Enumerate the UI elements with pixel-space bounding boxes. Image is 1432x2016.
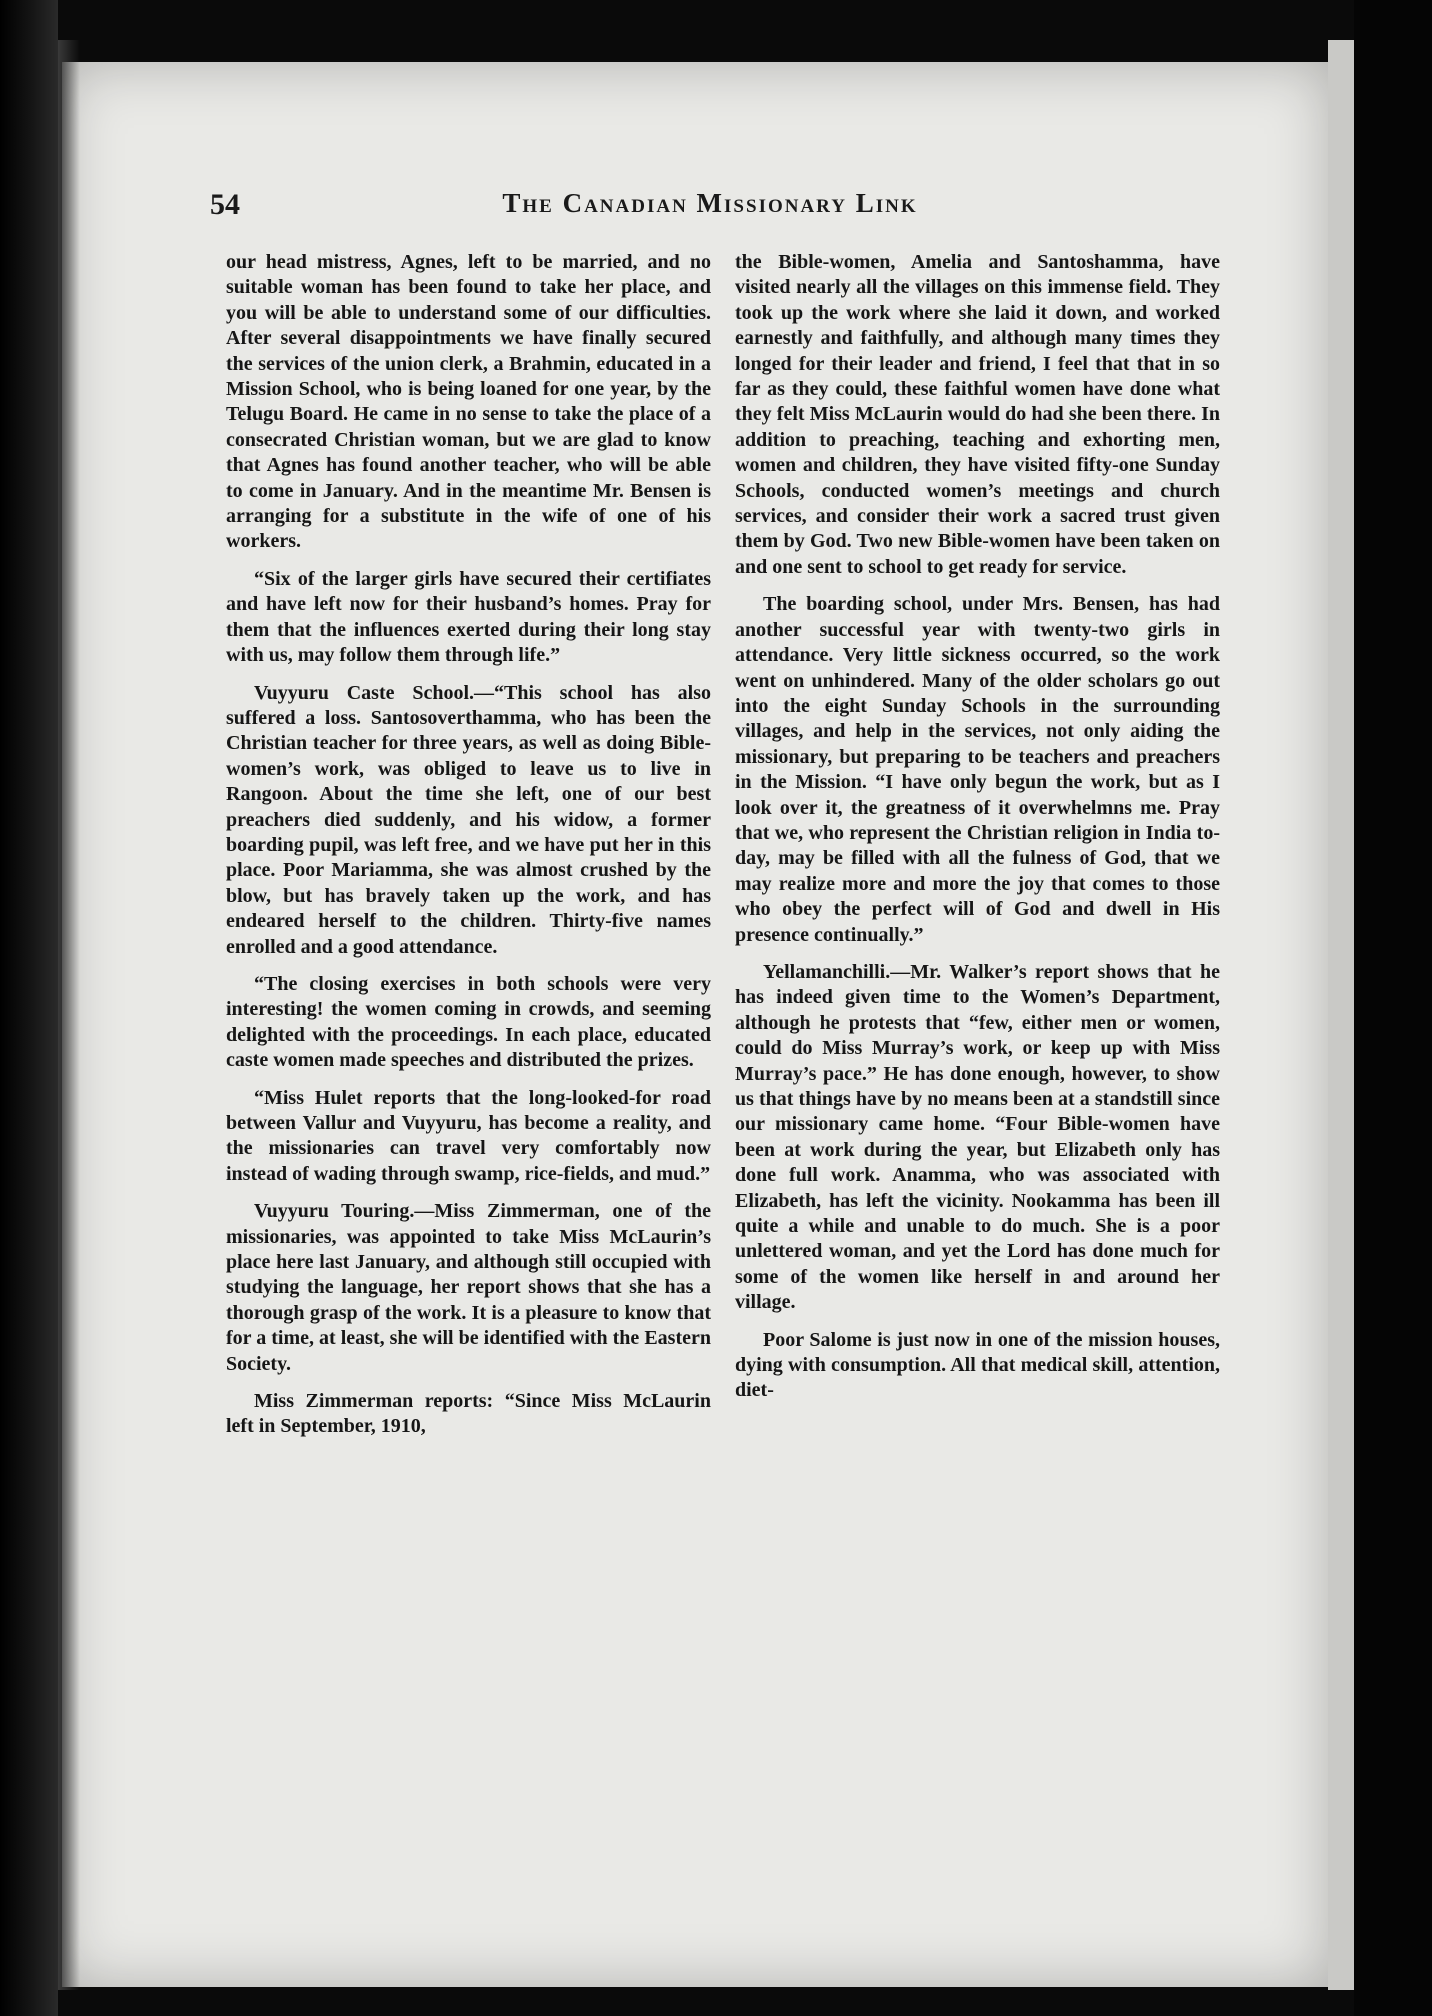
left-column [226,250,711,1440]
page-header [210,188,1250,228]
paragraph: Vuyyuru Touring.—Miss Zimmerman, one of the missionaries, was appointed to take Miss McLaurin’s place here last January, and although still occupied with studying the language, her report shows that she has a thorough grasp of the work. It is a pleasure to know that for a time, at least, she will be identified with the Eastern Society. [226,1200,711,1375]
paragraph: Yellamanchilli.—Mr. Walker’s report shows that he has indeed given time to the Women’s Department, although he protests that “few, either men or women, could do Miss Murray’s work, or keep up with Miss Murray’s pace.” He has done enough, however, to show us that things have by no means been at a standstill since our missionary came home. “Four Bible-women have been at work during the year, but Elizabeth only has done full work. Anamma, who was associated with Elizabeth, has left the vicinity. Nookamma has been ill quite a while and unable to do much. She is a poor unlettered woman, and yet the Lord has done much for some of the women like herself in and around her village. [735,960,1220,1314]
gutter-shadow [58,40,80,1990]
page-number: 54 [210,188,240,221]
paragraph: “Six of the larger girls have secured their certifiates and have left now for their husband’s homes. Pray for them that the influences exerted during their long stay with us, may follow them through life.” [226,567,711,667]
scan-edge-right [1354,0,1432,2016]
running-title: The Canadian Missionary Link [502,188,918,218]
paragraph: Poor Salome is just now in one of the mission houses, dying with consumption. All that medical skill, attention, diet- [735,1328,1220,1402]
right-column [735,250,1220,1404]
paragraph: Miss Zimmerman reports: “Since Miss McLaurin left in September, 1910, [226,1390,711,1438]
paragraph: “Miss Hulet reports that the long-looked-for road between Vallur and Vuyyuru, has become a reality, and the missionaries can travel very comfortably now instead of wading through swamp, rice-fields, and mud.” [226,1086,711,1185]
paragraph: The boarding school, under Mrs. Bensen, has had another successful year with twenty-two girls in attendance. Very little sickness occurred, so the work went on unhindered. Many of the older scholars go out into the eight Sunday Schools in the surrounding villages, and help in the services, not only aiding the missionary, but preparing to be teachers and preachers in the Mission. “I have only begun the work, but as I look over it, the greatness of it overwhelmns me. Pray that we, who represent the Christian religion in India to-day, may be filled with all the fulness of God, that we may realize more and more the joy that comes to those who obey the perfect will of God and dwell in His presence continually.” [735,593,1220,946]
paragraph: “The closing exercises in both schools were very interesting! the women coming in crowds, and seeming delighted with the proceedings. In each place, educated caste women made speeches and distributed the prizes. [226,972,711,1072]
paragraph: the Bible-women, Amelia and Santoshamma, have visited nearly all the villages on this immense field. They took up the work where she laid it down, and worked earnestly and faithfully, and although many times they longed for their leader and friend, I feel that that in so far as they could, these faithful women have done what they felt Miss McLaurin would do had she been there. In addition to preaching, teaching and exhorting men, women and children, they have visited fifty-one Sunday Schools, conducted women’s meetings and church services, and consider their work a sacred trust given them by God. Two new Bible-women have been taken on and one sent to school to get ready for service. [735,251,1220,578]
next-page-edge [1328,40,1354,1990]
paragraph: our head mistress, Agnes, left to be married, and no suitable woman has been found to take her place, and you will be able to understand some of our difficulties. After several disappointments we have finally secured the services of the union clerk, a Brahmin, educated in a Mission School, who is being loaned for one year, by the Telugu Board. He came in no sense to take the place of a consecrated Christian woman, but we are glad to know that Agnes has found another teacher, who will be able to come in January. And in the meantime Mr. Bensen is arranging for a substitute in the wife of one of his workers. [226,251,711,553]
scan-edge-left [0,0,58,2016]
paragraph: Vuyyuru Caste School.—“This school has also suffered a loss. Santosoverthamma, who has been the Christian teacher for three years, as well as doing Bible-women’s work, was obliged to leave us to live in Rangoon. About the time she left, one of our best preachers died suddenly, and his widow, a former boarding pupil, was left free, and we have put her in this place. Poor Mariamma, she was almost crushed by the blow, but has bravely taken up the work, and has endeared herself to the children. Thirty-five names enrolled and a good attendance. [226,681,711,958]
